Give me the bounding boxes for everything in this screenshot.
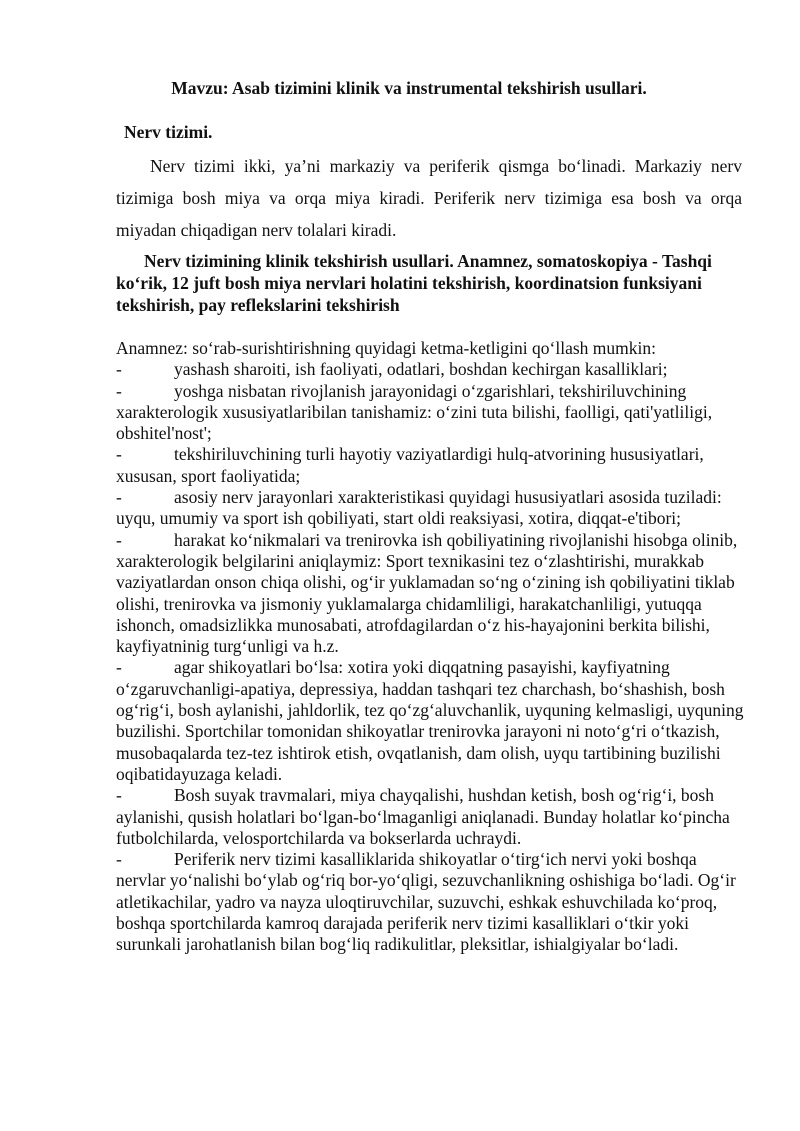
anamnez-intro: Anamnez: so‘rab-surishtirishning quyidagi ketma-ketligini qo‘llash mumkin:	[116, 338, 656, 358]
methods-heading: Nerv tizimining klinik tekshirish usullari. Anamnez, somatoskopiya - Tashqi ko‘rik, 12 juft bosh miya nervlari holatini tekshirish, koordinatsion funksiyani tekshirish, pay reflekslarini tekshirish	[116, 251, 712, 315]
section-heading: Nerv tizimi.	[124, 122, 213, 142]
list-item	[116, 487, 746, 530]
list-item-text: yoshga nisbatan rivojlanish jarayonidagi o‘zgarishlari, tekshiriluvchining xarakterologik xususiyatlaribilan tanishamiz: o‘zini tuta bilishi, faolligi, qati'yatliligi, obshitel'nost';	[116, 380, 713, 444]
list-bullet: -	[116, 657, 122, 678]
anamnez-section	[116, 338, 746, 956]
list-bullet: -	[116, 785, 122, 806]
list-bullet: -	[116, 849, 122, 870]
list-item	[116, 849, 746, 955]
list-item	[116, 444, 746, 487]
list-item	[116, 657, 746, 785]
list-item	[116, 381, 746, 445]
list-bullet: -	[116, 529, 122, 550]
list-bullet: -	[116, 444, 122, 465]
list-item-text: agar shikoyatlari bo‘lsa: xotira yoki diqqatning pasayishi, kayfiyatning o‘zgaruvchanligi-apatiya, depressiya, haddan tashqari tez charchash, bo‘shashish, bosh og‘rig‘i, bosh aylanishi, jahldorlik, tez qo‘zg‘aluvchanlik, uyquning kelmasligi, uyquning buzilishi. Sportchilar tomonidan shikoyatlar trenirovka jarayoni ni noto‘g‘ri o‘tkazish, musobaqalarda tez-tez ishtirok etish, ovqatlanish, dam olish, uyqu tartibining buzilishi oqibatidayuzaga keladi.	[116, 657, 744, 784]
list-item-text: tekshiriluvchining turli hayotiy vaziyatlardigi hulq-atvorining hususiyatlari, xususan, sport faoliyatida;	[116, 444, 704, 486]
intro-paragraph: Nerv tizimi ikki, ya’ni markaziy va periferik qismga bo‘linadi. Markaziy nerv tizimiga bosh miya va orqa miya kiradi. Periferik nerv tizimiga esa bosh va orqa miyadan chiqadigan nerv tolalari kiradi.	[116, 156, 742, 240]
list-bullet: -	[116, 380, 122, 401]
document-title: Mavzu: Asab tizimini klinik va instrumental tekshirish usullari.	[171, 78, 647, 98]
list-bullet: -	[116, 487, 122, 508]
list-item	[116, 785, 746, 849]
list-item-text: yashash sharoiti, ish faoliyati, odatlari, boshdan kechirgan kasalliklari;	[174, 359, 668, 380]
list-item-text: Periferik nerv tizimi kasalliklarida shikoyatlar o‘tirg‘ich nervi yoki boshqa nervlar yo‘nalishi bo‘ylab og‘riq bor-yo‘qligi, sezuvchanlikning oshishiga bo‘ladi. Og‘ir atletikachilar, yadro va nayza uloqtiruvchilar, suzuvchi, eshkak eshuvchilada ko‘proq, boshqa sportchilarda kamroq darajada periferik nerv tizimi kasalliklari o‘tkir yoki surunkali jarohatlanish bilan bog‘liq radikulitlar, pleksitlar, ishialgiyalar bo‘ladi.	[116, 849, 736, 955]
list-item-text: asosiy nerv jarayonlari xarakteristikasi quyidagi hususiyatlari asosida tuziladi: uyqu, umumiy va sport ish qobiliyati, start oldi reaksiyasi, xotira, diqqat-e'tibori;	[116, 487, 722, 529]
list-item-text: harakat ko‘nikmalari va trenirovka ish qobiliyatining rivojlanishi hisobga olinib, xarakterologik belgilarini aniqlaymiz: Sport texnikasini tez o‘zlashtirishi, murakkab vaziyatlardan onson chiqa olishi, og‘ir yuklamadan so‘ng o‘zining ish qobiliyatini tiklab olishi, trenirovka va jismoniy yuklamalarga chidamliligi, harakatchanliligi, yutuqqa ishonch, omadsizlikka munosabati, atrofdagilardan o‘z his-hayajonini berkita bilishi, kayfiyatninig turg‘unligi va h.z.	[116, 529, 738, 657]
list-bullet: -	[116, 359, 122, 380]
list-item-text: Bosh suyak travmalari, miya chayqalishi, hushdan ketish, bosh og‘rig‘i, bosh aylanishi, qusish holatlari bo‘lgan-bo‘lmaganligi aniqlanadi. Bunday holatlar ko‘pincha futbolchilarda, velosportchilarda va bokserlarda uchraydi.	[116, 785, 730, 848]
list-item	[116, 530, 746, 658]
list-item	[116, 359, 746, 380]
